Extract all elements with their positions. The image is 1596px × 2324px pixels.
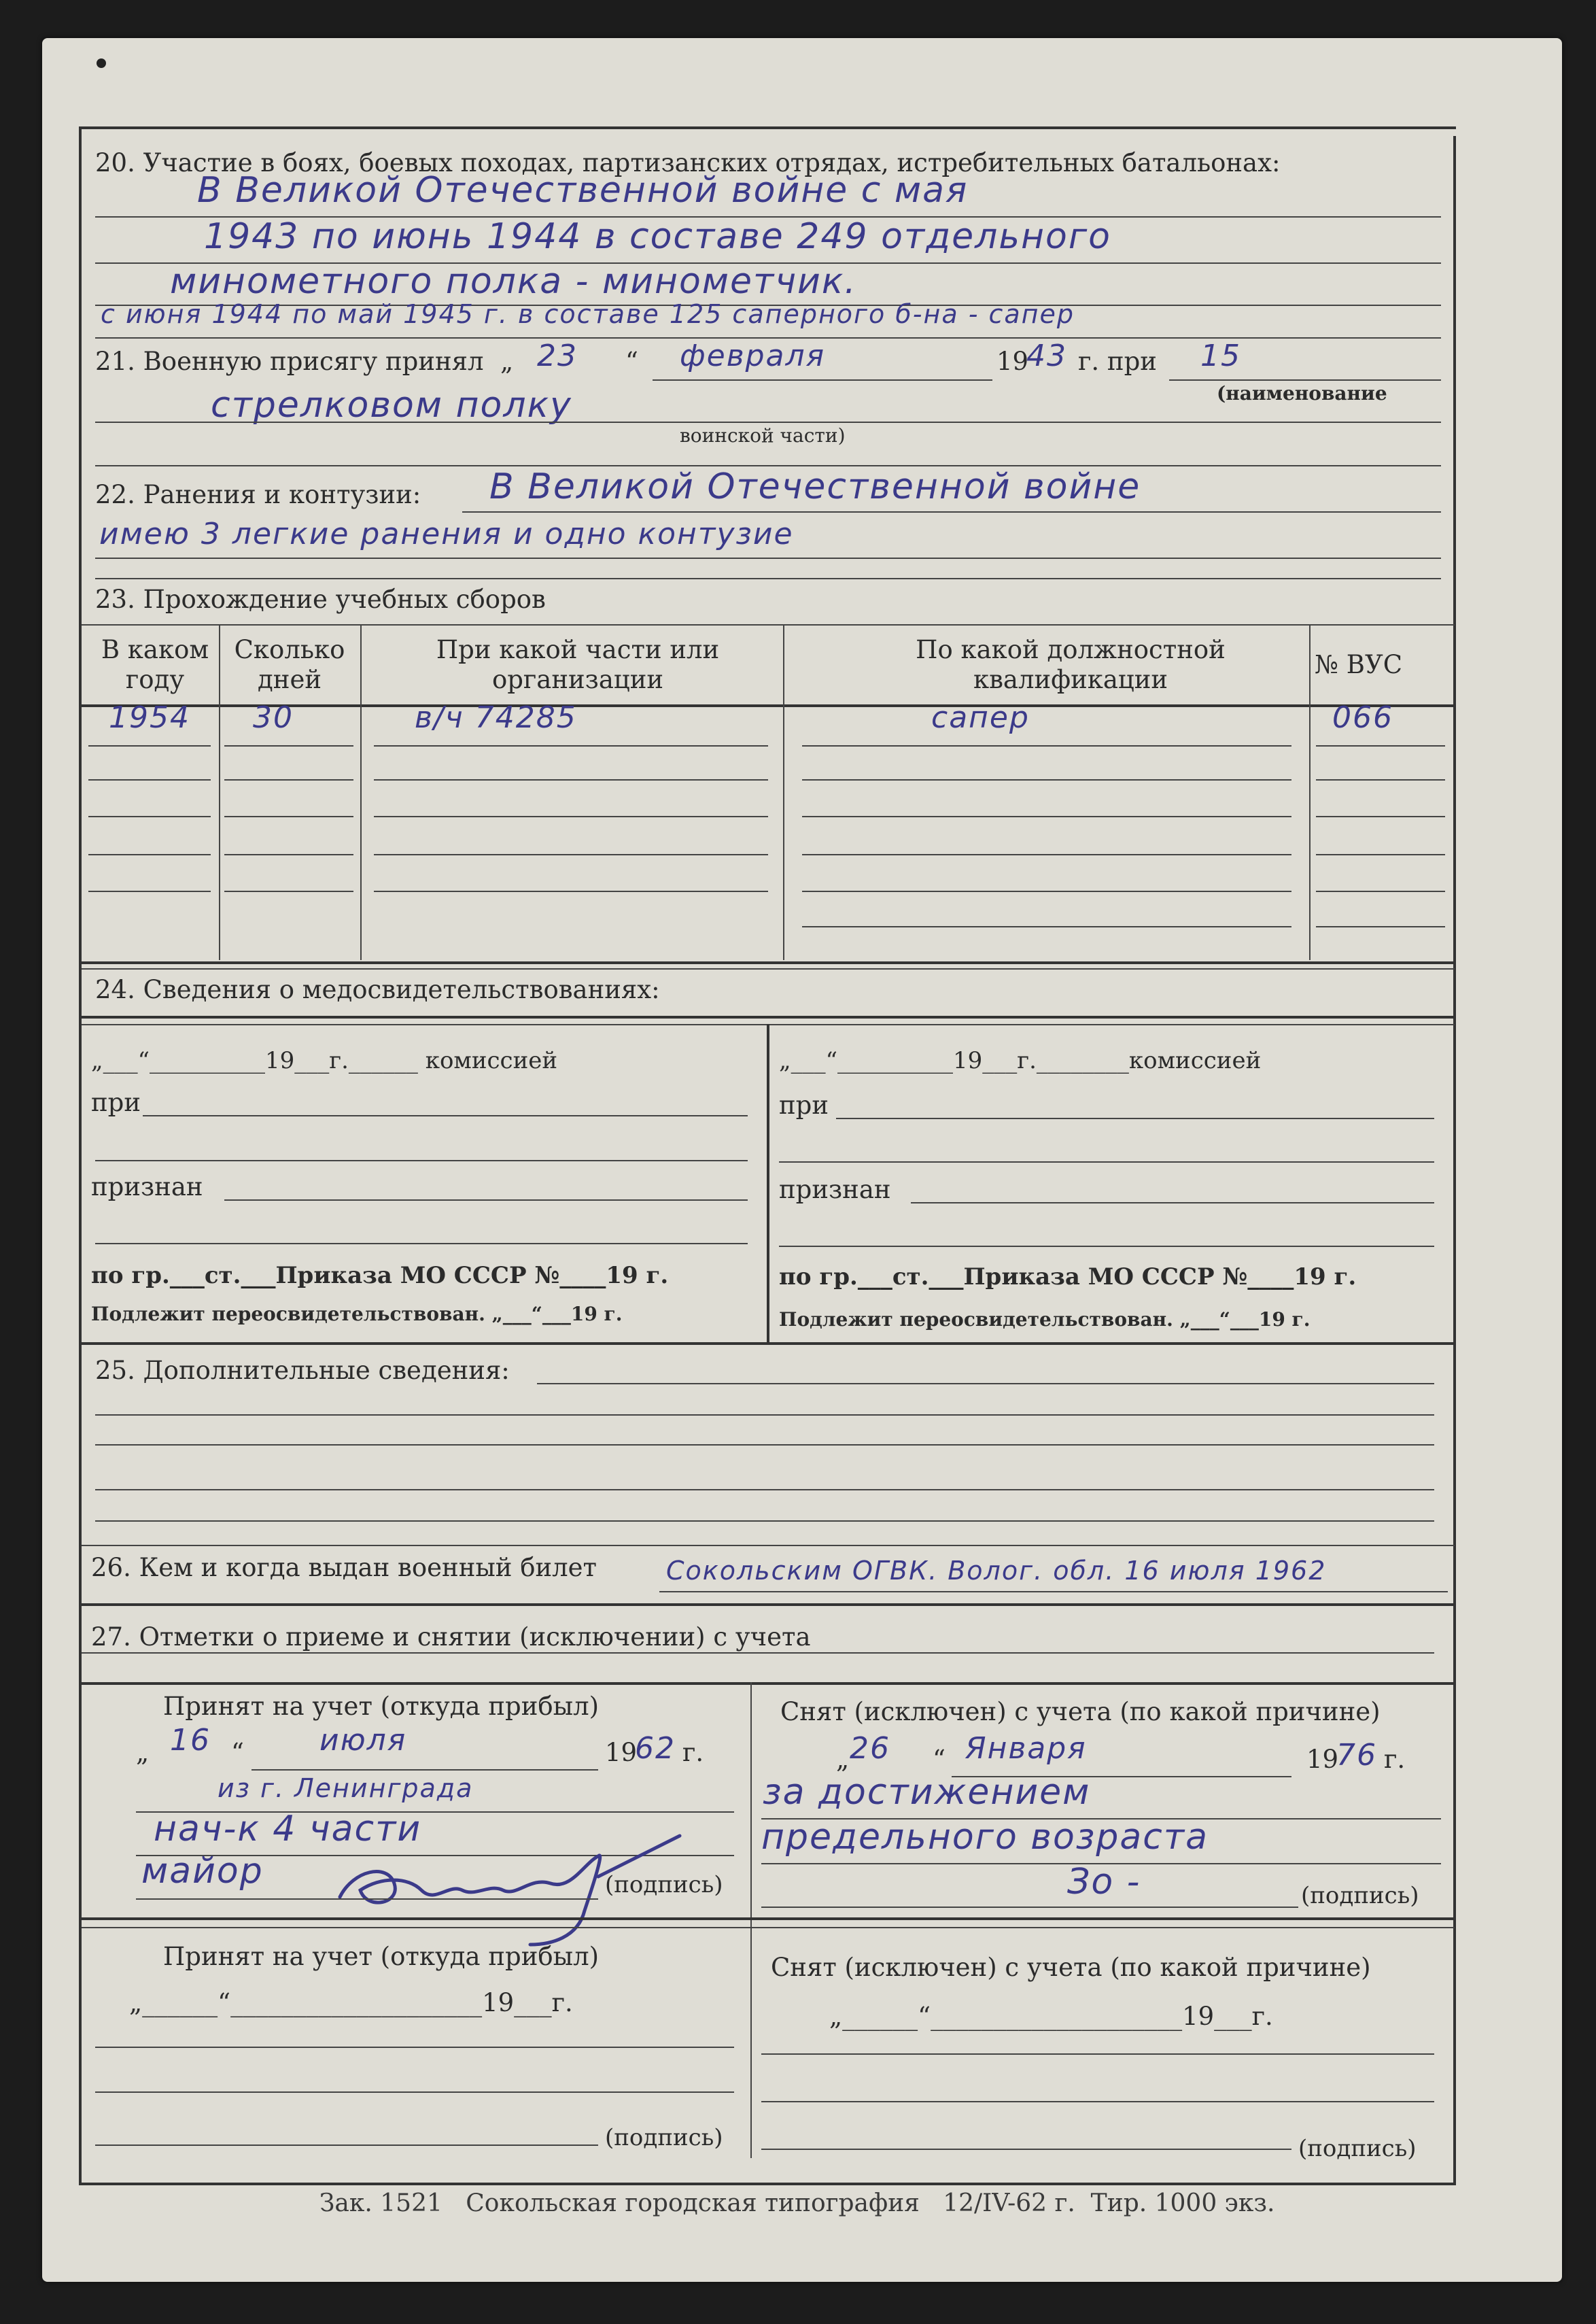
punch-hole — [97, 58, 106, 68]
quote-open: „ — [136, 1738, 150, 1767]
signature-label-1: (подпись) — [605, 1871, 723, 1898]
rule — [779, 1161, 1434, 1163]
rule — [659, 1591, 1448, 1592]
table-bottom — [82, 961, 1455, 964]
col-divider — [767, 1024, 769, 1344]
rule — [1169, 379, 1441, 381]
rule — [224, 1199, 748, 1201]
section-27-label: 27. Отметки о приеме и снятии (исключении) с учета — [91, 1622, 811, 1652]
section-24-label: 24. Сведения о медосвидетельствованиях: — [95, 975, 660, 1004]
rule — [802, 816, 1291, 817]
col-divider — [750, 1682, 752, 2158]
col-qual-header: По какой должностной квалификации — [916, 635, 1226, 694]
rule — [95, 422, 1441, 423]
med-right-recheck: Подлежит переосвидетельствован. „___“___19 г. — [779, 1308, 1311, 1331]
frame-right — [1453, 136, 1456, 2183]
rule — [88, 816, 211, 817]
oath-unit-number: 15 — [1200, 339, 1241, 373]
med-left-recheck: Подлежит переосвидетельствован. „___“___19 г. — [91, 1303, 623, 1325]
accepted-role: нач-к 4 части — [154, 1809, 422, 1849]
rule — [779, 1246, 1434, 1247]
med-right-order: по гр.___ст.___Приказа МО СССР №____19 г. — [779, 1263, 1357, 1291]
section-20-label: 20. Участие в боях, боевых походах, партизанских отрядах, истребительных батальонах: — [95, 148, 1281, 177]
removed-blank-date: „______“____________________19___г. — [829, 2002, 1273, 2031]
section-23-label: 23. Прохождение учебных сборов — [95, 585, 546, 614]
rule — [802, 779, 1291, 781]
removed-title-2: Снят (исключен) с учета (по какой причине) — [771, 1953, 1371, 1982]
col-divider — [1309, 624, 1311, 960]
signature-label-2: (подпись) — [1301, 1882, 1419, 1909]
rule — [82, 1342, 1455, 1345]
rule — [95, 1489, 1434, 1490]
rule — [802, 854, 1291, 855]
med-left-order: по гр.___ст.___Приказа МО СССР №____19 г. — [91, 1262, 669, 1289]
accepted-month: июля — [319, 1723, 407, 1758]
training-qualification: сапер — [931, 700, 1030, 735]
accepted-title-2: Принят на учет (откуда прибыл) — [163, 1942, 600, 1971]
col-divider — [360, 624, 362, 960]
rule — [251, 1769, 598, 1771]
rule — [224, 854, 353, 855]
accepted-g: г. — [682, 1738, 704, 1767]
quote-open: „ — [500, 347, 514, 376]
oath-month: февраля — [680, 339, 826, 373]
unit-note: воинской части) — [680, 424, 846, 447]
col-divider — [219, 624, 220, 960]
rule — [95, 1243, 748, 1244]
printer-imprint: Зак. 1521 Сокольская городская типография 12/IV-62 г. Тир. 1000 экз. — [319, 2189, 1275, 2217]
rule — [95, 578, 1441, 579]
oath-g-pri: г. при — [1078, 347, 1157, 376]
rule — [95, 1160, 748, 1161]
rule — [374, 891, 768, 892]
rule — [761, 2149, 1291, 2150]
accepted-year: 62 — [635, 1731, 676, 1766]
rule — [136, 1898, 598, 1900]
removed-signature-mark: Зо - — [1067, 1862, 1141, 1902]
col-divider — [783, 624, 784, 960]
removed-g: г. — [1384, 1745, 1406, 1774]
training-unit: в/ч 74285 — [415, 700, 577, 735]
rule — [224, 745, 353, 747]
rule — [95, 2144, 598, 2146]
rule — [761, 2101, 1434, 2102]
rule — [653, 379, 992, 381]
quote-close: “ — [625, 347, 638, 376]
frame-left — [79, 126, 82, 2185]
removed-month: Января — [965, 1731, 1087, 1766]
med-right-pri: при — [779, 1091, 829, 1120]
rule — [374, 745, 768, 747]
training-vus: 066 — [1332, 700, 1393, 735]
naming-note: (наименование — [1217, 382, 1387, 405]
rule — [836, 1118, 1434, 1119]
rule — [95, 2091, 734, 2093]
rule — [761, 2053, 1434, 2055]
rule — [1316, 891, 1445, 892]
rule — [82, 968, 1455, 970]
quote-close: “ — [933, 1745, 946, 1774]
rule — [82, 1016, 1455, 1019]
med-left-pri: при — [91, 1088, 141, 1117]
signature-label-3: (подпись) — [605, 2124, 723, 2151]
col-days-header: Сколько дней — [234, 635, 345, 694]
rule — [95, 1520, 1434, 1522]
section-26-label: 26. Кем и когда выдан военный билет — [91, 1553, 597, 1582]
rule — [143, 1115, 748, 1116]
rule — [224, 779, 353, 781]
med-left-priznan: признан — [91, 1172, 203, 1201]
med-left-date-line: „___“__________19___г.______ комиссией — [91, 1047, 558, 1074]
oath-unit-name: стрелковом полку — [211, 385, 572, 426]
rule — [802, 891, 1291, 892]
section-21-label: 21. Военную присягу принял — [95, 347, 484, 376]
col-vus-header: № ВУС — [1315, 650, 1403, 679]
rule — [462, 511, 1441, 513]
quote-close: “ — [231, 1738, 244, 1767]
section-22-label: 22. Ранения и контузии: — [95, 480, 421, 509]
rule — [1316, 926, 1445, 927]
rule — [537, 1383, 1434, 1384]
rule — [224, 891, 353, 892]
training-days: 30 — [253, 700, 294, 735]
s20-line2: 1943 по июнь 1944 в составе 249 отдельного — [204, 216, 1111, 257]
rule — [95, 1444, 1434, 1446]
section-25-label: 25. Дополнительные сведения: — [95, 1356, 510, 1385]
rule — [82, 1682, 1455, 1685]
rule — [802, 926, 1291, 927]
med-right-date-line: „___“__________19___г.________комиссией — [779, 1047, 1262, 1074]
rule — [95, 2047, 734, 2048]
rule — [88, 854, 211, 855]
rule — [95, 1414, 1434, 1416]
frame-bottom — [79, 2183, 1456, 2185]
accepted-blank-date: „______“____________________19___г. — [129, 1988, 573, 2017]
s20-line1: В Великой Отечественной войне с мая — [197, 170, 969, 211]
accepted-day: 16 — [170, 1723, 211, 1758]
s22-line2: имею 3 легкие ранения и одно контузие — [99, 517, 794, 551]
training-year: 1954 — [109, 700, 190, 735]
oath-year-prefix: 19 — [996, 347, 1029, 376]
s20-line4: с июня 1944 по май 1945 г. в составе 125 саперного б-на - сапер — [101, 299, 1075, 329]
med-right-priznan: признан — [779, 1175, 891, 1204]
rule — [911, 1202, 1434, 1203]
removed-year: 76 — [1336, 1738, 1377, 1773]
oath-year: 43 — [1026, 339, 1067, 373]
rule — [82, 1917, 1455, 1920]
rule — [88, 779, 211, 781]
accepted-year-prefix: 19 — [605, 1738, 638, 1767]
rule — [95, 558, 1441, 559]
removed-day: 26 — [850, 1731, 890, 1766]
rule — [1316, 745, 1445, 747]
removed-reason-1: за достижением — [763, 1772, 1091, 1813]
s20-line3: минометного полка - минометчик. — [170, 261, 857, 302]
accepted-rank: майор — [141, 1851, 264, 1892]
frame-top — [79, 126, 1456, 129]
rule — [374, 854, 768, 855]
removed-year-prefix: 19 — [1306, 1745, 1339, 1774]
quote-open: „ — [836, 1745, 850, 1774]
rule — [1316, 854, 1445, 855]
oath-day: 23 — [537, 339, 578, 373]
accepted-title-1: Принят на учет (откуда прибыл) — [163, 1692, 600, 1721]
rule — [802, 745, 1291, 747]
rule — [1316, 816, 1445, 817]
accepted-from: из г. Ленинграда — [218, 1773, 474, 1803]
military-id-issuer: Сокольским ОГВК. Волог. обл. 16 июля 1962 — [666, 1556, 1327, 1586]
col-year-header: В каком году — [101, 635, 209, 694]
table-top — [82, 624, 1455, 626]
removed-title-1: Снят (исключен) с учета (по какой причине) — [780, 1697, 1381, 1726]
rule — [88, 891, 211, 892]
rule — [761, 1907, 1298, 1908]
rule — [82, 1652, 1434, 1654]
rule — [374, 779, 768, 781]
rule — [82, 1927, 1455, 1928]
rule — [82, 1545, 1455, 1546]
rule — [374, 816, 768, 817]
signature-label-4: (подпись) — [1298, 2135, 1417, 2162]
rule — [88, 745, 211, 747]
rule — [82, 1603, 1455, 1606]
rule — [1316, 779, 1445, 781]
rule — [224, 816, 353, 817]
col-unit-header: При какой части или организации — [436, 635, 720, 694]
removed-reason-2: предельного возраста — [761, 1817, 1209, 1858]
s22-line1: В Великой Отечественной войне — [489, 466, 1141, 507]
